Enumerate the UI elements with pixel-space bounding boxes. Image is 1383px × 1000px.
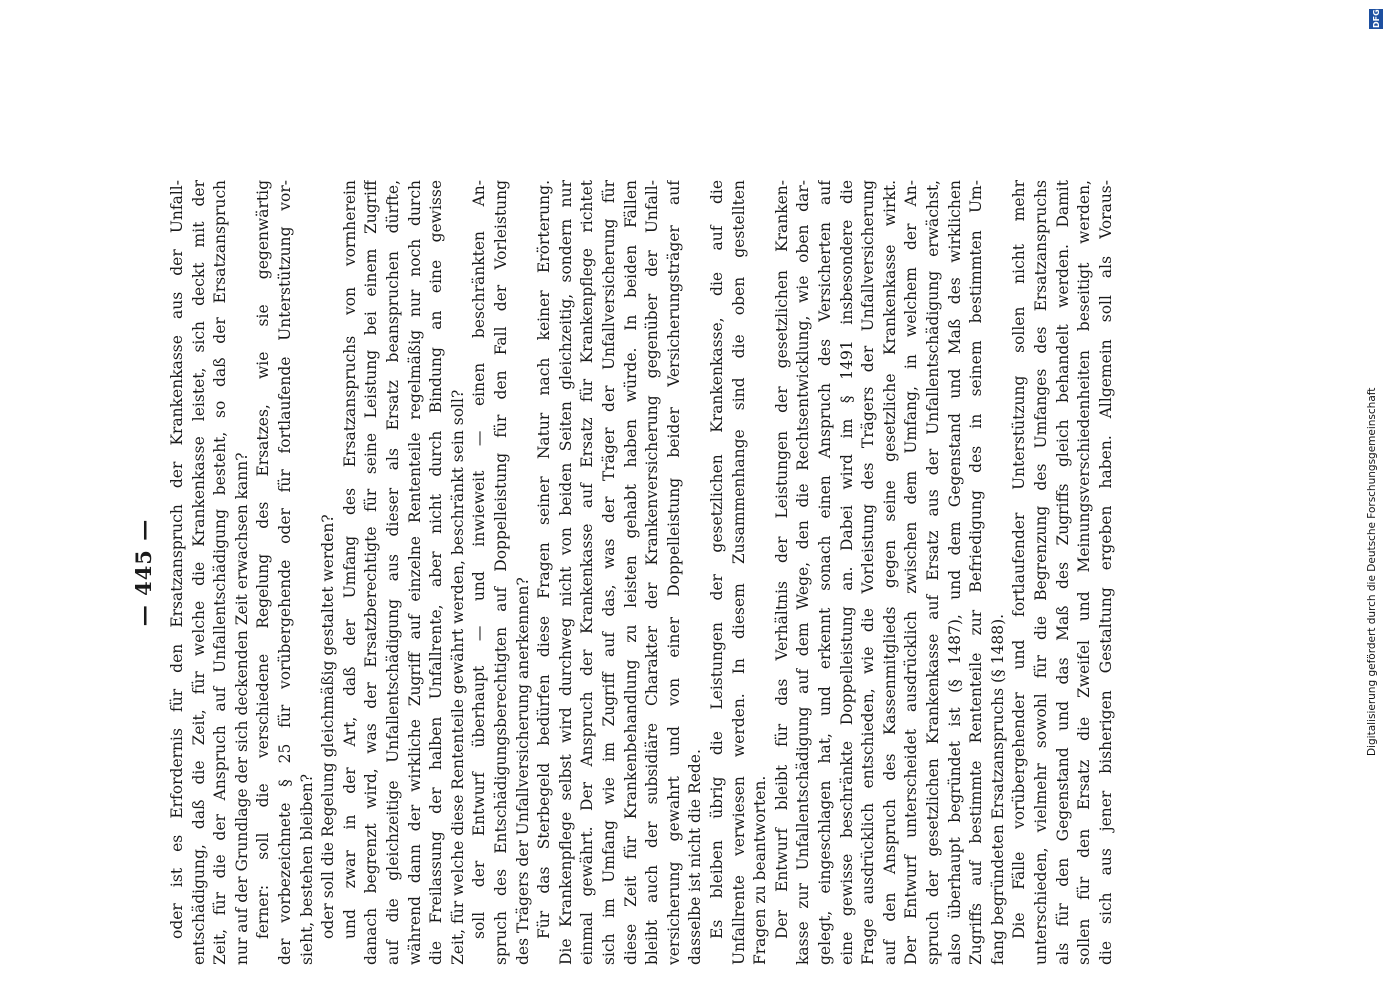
text-line: dasselbe ist nicht die Rede. — [686, 749, 705, 965]
text-line: auf den Anspruch des Kassenmitglieds gegen seine gesetzliche Krankenkasse wirkt. — [880, 180, 899, 965]
text-line: Für das Sterbegeld bedürfen diese Fragen seiner Natur nach keiner Erörterung. — [535, 180, 554, 939]
text-line: oder soll die Regelung gleichmäßig gestaltet werden? — [319, 514, 338, 939]
text-line: danach begrenzt wird, was der Ersatzberechtigte für seine Leistung bei einem Zugriff — [362, 180, 381, 965]
text-line: fang begründeten Ersatzanspruchs (§ 1488). — [988, 613, 1007, 965]
dfg-logo: DFG — [1369, 9, 1383, 29]
rotated-text-block — [130, 180, 1215, 965]
text-line: Frage ausdrücklich entschieden, wie die Vorleistung des Trägers der Unfallversicherung — [859, 180, 878, 965]
text-line: spruch des Entschädigungsberechtigten auf Doppelleistung für den Fall der Vorleistung — [492, 180, 510, 965]
text-line: bleibt auch der subsidiäre Charakter der Krankenversicherung gegenüber der Unfall- — [643, 180, 662, 965]
text-line: während dann der wirkliche Zugriff auf einzelne Rententeile regelmäßig nur noch durch — [405, 180, 424, 965]
text-line: entschädigung, daß die Zeit, für welche die Krankenkasse leistet, sich deckt mit der — [189, 180, 208, 965]
text-line: Der Entwurf unterscheidet ausdrücklich zwischen dem Umfang, in welchem der An- — [902, 180, 921, 965]
text-line: spruch der gesetzlichen Krankenkasse auf Ersatz aus der Unfallentschädigung erwächst, — [924, 180, 942, 965]
text-line: ferner: soll die verschiedene Regelung des Ersatzes, wie sie gegenwärtig — [254, 180, 273, 939]
text-line: der vorbezeichnete § 25 für vorübergehende oder für fortlaufende Unterstützung vor- — [276, 180, 294, 965]
text-line: auf die gleichzeitige Unfallentschädigung aus dieser als Ersatz beanspruchen dürfte, — [384, 180, 402, 965]
text-line: die sich aus jener bisherigen Gestaltung ergeben haben. Allgemein soll als Voraus- — [1096, 180, 1115, 965]
text-line: Die Fälle vorübergehender und fortlaufender Unterstützung sollen nicht mehr — [1010, 180, 1029, 939]
text-line: also überhaupt begründet ist (§ 1487), und dem Gegenstand und Maß des wirklichen — [945, 180, 964, 965]
text-line: gelegt, eingeschlagen hat, und erkennt sonach einen Anspruch des Versicherten auf — [816, 180, 834, 965]
text-line: sich im Umfang wie im Zugriff auf das, was der Träger der Unfallversicherung für — [600, 180, 618, 965]
page-number: — 445 — — [131, 518, 156, 627]
text-line: sieht, bestehen bleiben? — [297, 773, 316, 965]
text-line: die Freilassung der halben Unfallrente, aber nicht durch Bindung an eine gewisse — [427, 180, 446, 965]
text-line: Zugriffs auf bestimmte Rententeile zur Befriedigung des in seinem bestimmten Um- — [967, 180, 986, 965]
text-line: Fragen zu beantworten. — [751, 775, 770, 965]
text-line: als für den Gegenstand und das Maß des Zugriffs gleich behandelt werden. Damit — [1053, 180, 1072, 965]
funding-note: Digitalisierung gefördert durch die Deutsche Forschungsgemeinschaft — [1366, 387, 1378, 756]
text-line: Zeit, für welche diese Rententeile gewährt werden, beschränkt sein soll? — [448, 389, 467, 965]
text-line: unterschieden, vielmehr sowohl für die Begrenzung des Umfanges des Ersatzanspruchs — [1032, 180, 1050, 965]
text-line: Es bleiben übrig die Leistungen der gesetzlichen Krankenkasse, die auf die — [708, 180, 726, 939]
text-line: kasse zur Unfallentschädigung auf dem Wege, den die Rechtsentwicklung, wie oben dar- — [794, 180, 813, 965]
text-line: diese Zeit für Krankenbehandlung zu leisten gehabt haben würde. In beiden Fällen — [621, 180, 640, 965]
text-line: Der Entwurf bleibt für das Verhältnis der Leistungen der gesetzlichen Kranken- — [772, 180, 791, 939]
text-line: oder ist es Erfordernis für den Ersatzanspruch der Krankenkasse aus der Unfall- — [168, 180, 186, 939]
text-line: des Trägers der Unfallversicherung anerkennen? — [513, 577, 532, 965]
text-line: eine gewisse beschränkte Doppelleistung an. Dabei wird im § 1491 insbesondere die — [837, 180, 856, 965]
text-line: nur auf der Grundlage der sich deckenden Zeit erwachsen kann? — [232, 452, 251, 965]
text-line: und zwar in der Art, daß der Umfang des Ersatzanspruchs von vornherein — [340, 180, 359, 939]
text-line: sollen für den Ersatz die Zweifel und Meinungsverschiedenheiten beseitigt werden, — [1075, 180, 1094, 965]
text-line: versicherung gewahrt und von einer Doppelleistung beider Versicherungsträger auf — [664, 180, 683, 965]
text-line: soll der Entwurf überhaupt — und inwieweit — einen beschränkten An- — [470, 180, 489, 939]
text-line: einmal gewährt. Der Anspruch der Krankenkasse auf Ersatz für Krankenpflege richtet — [578, 180, 597, 965]
text-line: Unfallrente verwiesen werden. In diesem Zusammenhange sind die oben gestellten — [729, 180, 748, 965]
text-line: Die Krankenpflege selbst wird durchweg nicht von beiden Seiten gleichzeitig, sondern nur — [556, 180, 575, 965]
text-line: Zeit, für die der Anspruch auf Unfallentschädigung besteht, so daß der Ersatzanspruch — [211, 180, 230, 965]
